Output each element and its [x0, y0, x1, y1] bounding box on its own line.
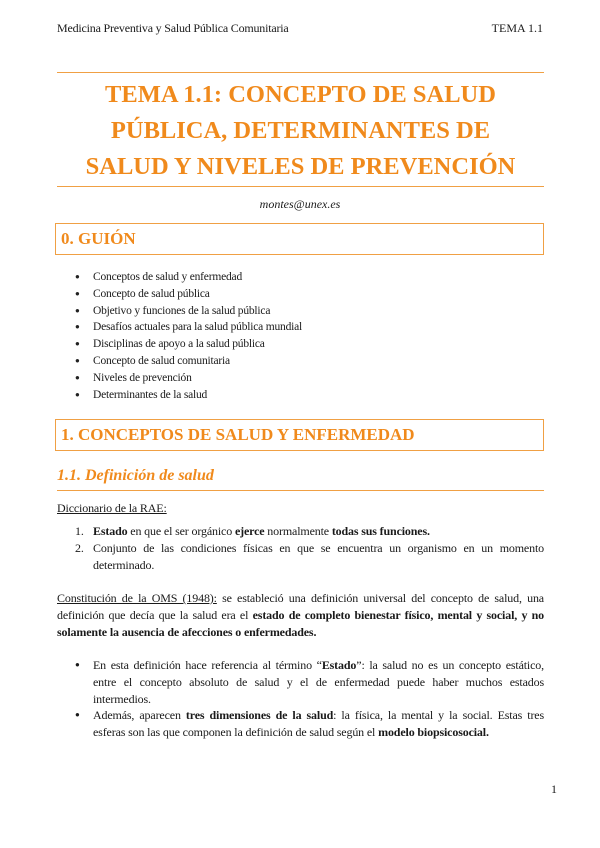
title-bottom-rule: [57, 186, 544, 187]
list-item: ● Objetivo y funciones de la salud pública: [75, 303, 302, 320]
rae-definitions: [75, 523, 544, 574]
section-1-heading: 1. CONCEPTOS DE SALUD Y ENFERMEDAD: [55, 419, 544, 451]
list-item: ● Concepto de salud comunitaria: [75, 353, 302, 370]
list-item: ● Desafíos actuales para la salud pública mundial: [75, 319, 302, 336]
page-number: 1: [551, 782, 557, 796]
oms-paragraph: Constitución de la OMS (1948): se estableció una definición universal del concepto de salud, una definición que decía que la salud era el estado de completo bienestar físico, mental y social, y no solamente la ausencia de afecciones o enfermedades.: [57, 591, 545, 639]
outline-list: [75, 269, 302, 403]
list-item: ● Conceptos de salud y enfermedad: [75, 269, 302, 286]
list-item: ● Niveles de prevención: [75, 370, 302, 387]
oms-notes: [75, 657, 544, 741]
list-item: ● Además, aparecen tres dimensiones de la salud: la física, la mental y la social. Estas tres esferas son las que componen la definición de salud según el modelo biopsicosocial.: [75, 707, 544, 741]
title-top-rule: [57, 72, 544, 73]
list-item: 2. Conjunto de las condiciones físicas en que se encuentra un organismo en un momento determinado.: [75, 541, 544, 572]
list-item: ● En esta definición hace referencia al término “Estado”: la salud no es un concepto estático, entre el concepto absoluto de salud y el de enfermedad puede haber muchos estados intermedios.: [75, 657, 544, 707]
header-topic: TEMA 1.1: [491, 21, 543, 35]
header-course: Medicina Preventiva y Salud Pública Comunitaria: [57, 21, 289, 35]
list-item: 1. Estado en que el ser orgánico ejerce normalmente todas sus funciones.: [75, 524, 430, 538]
list-item: ● Determinantes de la salud: [75, 387, 302, 404]
rae-label: Diccionario de la RAE:: [57, 501, 167, 515]
subsection-heading: 1.1. Definición de salud: [57, 467, 214, 484]
author-email: montes@unex.es: [259, 197, 341, 211]
list-item: ● Concepto de salud pública: [75, 286, 302, 303]
page-title: TEMA 1.1: CONCEPTO DE SALUD PÚBLICA, DETERMINANTES DE SALUD Y NIVELES DE PREVENCIÓN: [85, 81, 516, 180]
subsection-rule: [57, 490, 544, 491]
section-0-heading: 0. GUIÓN: [55, 223, 544, 255]
list-item: ● Disciplinas de apoyo a la salud pública: [75, 336, 302, 353]
